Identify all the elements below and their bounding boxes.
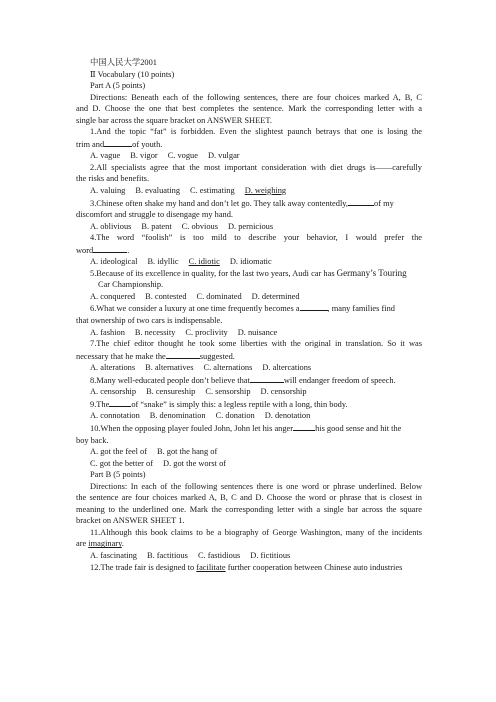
directions-line: Directions: In each of the following sentences there is one word or phrase underlined. Below [90,481,422,491]
option: A. vague [90,151,121,161]
option: B. denomination [149,411,206,421]
answer-blank [300,302,328,311]
answer-blank [348,197,374,206]
source-line: 中国人民大学2001 [90,58,157,67]
option: D. weighing [244,186,287,196]
underlined-word: facilitate [196,562,226,572]
question-1-text-cont: trim and of youth. [76,139,163,149]
option: C. got the better of [90,458,154,468]
question-8-options [76,386,422,398]
question-11-options [76,550,422,562]
question-12-text: 12.The trade fair is designed to facilitate further cooperation between Chinese auto industries [90,562,403,572]
option: A. alterations [90,363,136,373]
part-a-title: Part A (5 points) [90,81,146,91]
option: C. obvious [181,221,218,231]
question-7-text-cont: necessary that he make the suggested. [76,351,235,361]
option: C. donation [215,411,255,421]
directions-line: bracket on ANSWER SHEET 1. [76,516,185,526]
answer-blank [109,398,131,407]
question-11-text: 11.Although this book claims to be a biography of George Washington, many of the incidents [90,527,422,537]
option: D. vulgar [207,151,240,161]
section-title: Ⅱ Vocabulary (10 points) [90,69,175,79]
answer-blank [250,374,284,383]
directions-line: Directions: Beneath each of the following sentences, there are four choices marked A, B, C [90,92,422,102]
option: C. proclivity [185,327,228,337]
option: C. fastidious [197,550,241,560]
option: D. got the worst of [163,458,227,468]
option: A. valuing [90,186,126,196]
question-3-options [76,221,422,233]
option: B. factitious [146,550,188,560]
question-4-text: 4.The word “foolish” is too mild to describe your behavior, I would prefer the [90,233,422,243]
question-1-options [76,150,422,162]
option: B. censureship [146,387,196,397]
question-7-options [76,362,422,374]
option: B. alternatives [145,363,194,373]
option: B. patent [141,221,172,231]
option: B. evaluating [135,186,181,196]
question-2-options [76,185,422,197]
question-3-text-cont: discomfort and struggle to disengage my hand. [76,210,233,220]
option: A. connotation [90,411,140,421]
question-10-text: 10.When the opposing player fouled John, John let his anger his good sense and hit the [90,423,402,433]
option: D. altercations [262,363,312,373]
option: B. contested [145,291,187,301]
question-1-text: 1.And the topic “fat” is forbidden. Even the slightest paunch betrays that one is losing the [90,127,422,137]
option: D. determined [251,291,300,301]
option: A. fashion [90,327,125,337]
question-4-text-cont: word . [76,245,130,255]
question-9-options [76,410,422,422]
option: A. oblivious [90,221,132,231]
option: C. vogue [167,151,198,161]
answer-blank [293,422,315,431]
document-body [76,57,422,573]
answer-blank [104,138,132,147]
option: C. estimating [190,186,235,196]
question-3-text: 3.Chinese often shake my hand and don’t let go. They talk away contentedly, of my [90,198,394,208]
question-10-options [76,458,422,470]
option: C. sensorship [205,387,251,397]
answer-blank [93,244,127,253]
question-4-options [76,256,422,268]
question-2-text: 2.All specialists agree that the most important consideration with diet drugs is——carefully [90,162,422,172]
option: A. censorship [90,387,137,397]
directions-line: the sentence are four choices marked A, B, C and D. Choose the word or phrase that is closest in [76,493,422,503]
option: C. dominated [196,291,242,301]
option: D. censorship [260,387,307,397]
question-10-text-cont: boy back. [76,435,109,445]
question-9-text: 9.The of “snake” is simply this: a legless reptile with a long, thin body. [90,399,348,409]
option: D. idiomatic [229,257,272,267]
directions-line: meaning to the underlined one. Mark the corresponding letter with a single bar across the square [76,504,422,514]
option: D. fictitious [250,550,291,560]
question-6-text: 6.What we consider a luxury at one time frequently becomes a , many families find [90,304,395,314]
option: D. nuisance [237,327,278,337]
option: C. idiotic [188,257,220,267]
question-6-text-cont: that ownership of two cars is indispensable. [76,316,223,326]
option: D. pernicious [227,221,274,231]
question-5-options [76,291,422,303]
directions-line: and D. Choose the one that best completes the sentence. Mark the corresponding letter with a [76,104,422,114]
part-b-title: Part B (5 points) [90,470,146,480]
question-5-text-cont: Car Championship. [98,280,164,290]
option: C. alternations [203,363,253,373]
directions-line: single bar across the square bracket on ANSWER SHEET. [76,115,272,125]
option: A. conquered [90,291,136,301]
question-6-options [76,327,422,339]
underlined-word: imaginary [88,539,122,549]
question-7-text: 7.The chief editor thought he took some liberties with the original in translation. So it was [90,339,422,349]
question-5-text: 5.Because of its excellence in quality, for the last two years, Audi car has Germany’s Touring [90,267,407,278]
question-8-text: 8.Many well-educated people don’t believe that will endanger freedom of speech. [90,375,396,385]
answer-blank [166,350,200,359]
option: A. fascinating [90,550,137,560]
option: D. denotation [264,411,311,421]
option: B. necessity [134,327,176,337]
question-2-text-cont: the risks and benefits. [76,174,150,184]
option: A. ideological [90,257,138,267]
option: B. got the hang of [156,447,218,457]
question-10-options [76,446,422,458]
option: B. idyllic [147,257,179,267]
option: B. vigor [130,151,158,161]
option: A. got the feel of [90,447,147,457]
question-11-text-cont: are imaginary. [76,539,124,549]
